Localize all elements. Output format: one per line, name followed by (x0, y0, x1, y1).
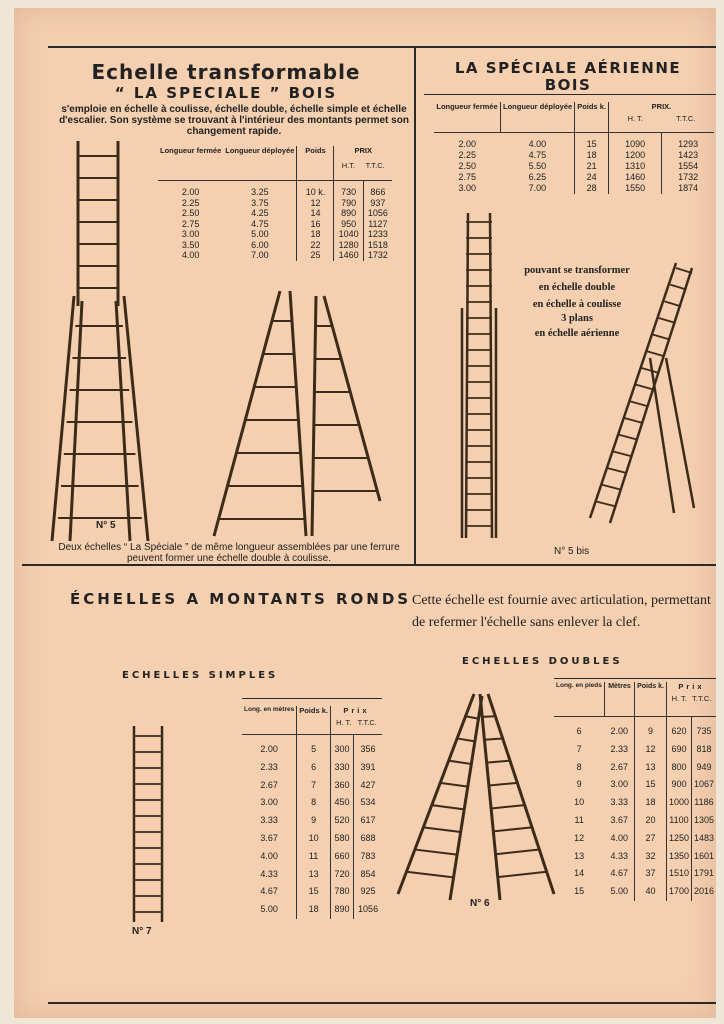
ladder-rung (636, 385, 654, 390)
ladder-rung (440, 783, 468, 787)
table-row (554, 776, 716, 794)
table-cell: 360 (330, 777, 353, 795)
table-row (242, 883, 382, 901)
ladder-rung (647, 351, 664, 356)
table-cell: 1554 (662, 161, 714, 172)
table-cell: 450 (330, 794, 353, 812)
figure-number-7: N° 7 (132, 926, 152, 937)
simple-ladder-illustration (124, 724, 174, 924)
ladder-rung (491, 805, 525, 808)
table-cell: 2.00 (260, 744, 278, 754)
table-cell: 854 (354, 866, 382, 884)
col-prix: PRIX H.T. T.T.C. (334, 146, 392, 181)
table-cell: 5 (297, 735, 331, 759)
table-cell: 4.75 (528, 150, 547, 160)
ladder-rung (493, 827, 532, 831)
ladder-rung (484, 738, 502, 739)
table-cell: 730 (334, 181, 363, 198)
table-cell: 37 (635, 865, 667, 883)
table-cell: 1127 (363, 219, 392, 230)
table-cell: 2.50 (181, 208, 200, 218)
table-row (554, 717, 716, 741)
table-cell: 580 (330, 830, 353, 848)
table-cell: 1310 (608, 161, 661, 172)
aerienne-price-table: Longueur fermée Longueur déployée Poids k. PRIX. H. T. T.T.C. 2.00 4.00 15 1090 1293 2.25 4.75 18 1200 1423 2.50 5.50 21 1310 1554 2.75 6.25 24 1460 1732 3.00 7.00 28 1550 1874 (434, 102, 714, 194)
table-cell: 925 (354, 883, 382, 901)
table-cell: 1601 (691, 848, 716, 866)
table-row (434, 172, 714, 183)
table-cell: 1040 (334, 229, 363, 240)
col-poids: Poids (297, 146, 334, 181)
table-cell: 12 (574, 832, 585, 843)
table-cell: 8 (576, 761, 582, 772)
double-ladder-illustration (390, 688, 560, 908)
table-cell: 3.00 (181, 229, 200, 239)
ladder-rung (624, 418, 642, 423)
table-cell: 1233 (363, 229, 392, 240)
table-cell: 534 (354, 794, 382, 812)
table-cell: 391 (354, 759, 382, 777)
table-cell: 4.00 (260, 850, 278, 861)
table-cell: 2.75 (458, 172, 477, 182)
table-cell: 3.00 (458, 183, 477, 193)
table-cell: 18 (635, 794, 667, 812)
doubles-table-rule (554, 678, 716, 679)
table-row (554, 883, 716, 901)
table-row (554, 741, 716, 759)
table-cell: 3.67 (260, 832, 278, 843)
table-cell: 2.00 (181, 187, 200, 197)
left-subtitle: “ LA SPECIALE ” BOIS (114, 84, 338, 102)
table-cell: 27 (635, 830, 667, 848)
table-cell: 735 (691, 717, 716, 741)
table-cell: 1874 (662, 183, 714, 194)
table-cell: 890 (334, 208, 363, 219)
table-cell: 1200 (608, 150, 661, 161)
montants-ronds-title: ÉCHELLES A MONTANTS RONDS (70, 590, 412, 608)
table-cell: 15 (297, 883, 331, 901)
ladder-rung (406, 872, 453, 878)
ladder-rung (653, 335, 670, 340)
table-cell: 32 (635, 848, 667, 866)
table-cell: 15 (575, 133, 609, 151)
table-cell: 660 (330, 848, 353, 866)
table-row (242, 794, 382, 812)
ladder-rung (619, 435, 638, 440)
table-cell: 520 (330, 812, 353, 830)
table-cell: 13 (297, 866, 331, 884)
table-cell: 2.33 (610, 743, 628, 754)
transformable-ladder-illustration (44, 136, 384, 546)
table-cell: 2.25 (181, 197, 200, 208)
table-cell: 1305 (691, 812, 716, 830)
table-cell: 25 (297, 250, 334, 261)
ladder-rung (601, 485, 620, 490)
table-cell: 1460 (334, 250, 363, 261)
table-cell: 866 (363, 181, 392, 198)
doubles-price-table: Long. en pieds Mètres Poids k. Prix H. T. T.T.C. 6 2.00 9 620 735 7 2.33 12 690 818 8 2.67 13 800 949 9 3.00 15 900 1067 10 3.33 18 1000 1186 11 3.67 20 1100 1305 12 4.00 27 1250 1483 13 4.33 32 1350 1601 14 4.67 37 1510 1791 15 5.00 40 1700 2016 (554, 682, 716, 901)
table-cell: 10 k. (297, 181, 334, 198)
bottom-rule (48, 1002, 716, 1004)
table-cell: 1250 (666, 830, 691, 848)
figure-number-5: N° 5 (96, 520, 116, 531)
table-row (554, 812, 716, 830)
simples-title: ECHELLES SIMPLES (122, 670, 279, 681)
table-cell: 4.75 (251, 218, 269, 229)
table-cell: 11 (297, 848, 331, 866)
table-cell: 4.67 (260, 886, 278, 897)
table-cell: 2.50 (458, 161, 477, 171)
table-cell: 4.00 (181, 250, 200, 260)
table-cell: 3.25 (251, 187, 269, 197)
table-cell: 300 (330, 735, 353, 759)
table-row (242, 777, 382, 795)
table-cell: 937 (363, 198, 392, 209)
aerienne-ladder-illustration (434, 208, 704, 543)
left-caption: Deux échelles “ La Spéciale ” de même longueur assemblées par une ferrure peuvent former une échelle double à coulisse. (58, 542, 400, 564)
table-cell: 7 (297, 777, 331, 795)
table-cell: 620 (666, 717, 691, 741)
table-cell: 1510 (666, 865, 691, 883)
table-cell: 427 (354, 777, 382, 795)
ladder-rung (482, 716, 495, 717)
table-cell: 1067 (691, 776, 716, 794)
ladder-rung (466, 716, 479, 718)
col-longueur-fermee: Longueur fermée (158, 146, 223, 181)
articulation-note: Cette échelle est fournie avec articulation, permettant de refermer l'échelle sans enlever la clef. (412, 593, 711, 630)
ladder-rung (487, 761, 510, 763)
table-cell: 6.00 (251, 239, 269, 250)
table-cell: 4.33 (610, 850, 628, 861)
table-cell: 4.25 (251, 208, 269, 218)
ladder-rung (449, 761, 472, 764)
table-cell: 4.33 (260, 868, 278, 879)
table-cell: 5.00 (260, 904, 278, 915)
table-cell: 40 (635, 883, 667, 901)
aerienne-description: pouvant se transformer en échelle double en échelle à coulisse 3 plans en échelle aérienne (524, 265, 630, 339)
table-cell: 15 (635, 776, 667, 794)
simples-price-table: Long. en mètres Poids k. Prix H. T. T.T.C. 2.00 5 300 356 2.33 6 330 391 2.67 7 360 427 3.00 8 450 534 3.33 9 520 617 3.67 10 580 688 4.00 11 660 783 4.33 13 720 854 4.67 15 780 925 5.00 18 890 1056 (242, 706, 382, 919)
ladder-rung (498, 872, 547, 877)
table-cell: 11 (574, 814, 584, 825)
table-row (434, 161, 714, 172)
table-row (242, 866, 382, 884)
ladder-rung (415, 850, 457, 855)
table-cell: 1550 (608, 183, 661, 194)
table-cell: 8 (297, 794, 331, 812)
table-cell: 10 (297, 830, 331, 848)
aerienne-title-underline (424, 94, 716, 95)
table-cell: 720 (330, 866, 353, 884)
table-cell: 10 (574, 797, 585, 808)
table-cell: 1350 (666, 848, 691, 866)
table-row (434, 133, 714, 151)
table-cell: 7 (576, 743, 582, 754)
middle-rule (22, 564, 716, 566)
table-cell: 3.33 (260, 815, 278, 826)
table-cell: 18 (575, 150, 609, 161)
table-cell: 9 (297, 812, 331, 830)
col-longueur-deployee: Longueur déployée (223, 146, 297, 181)
ladder-rung (432, 805, 464, 809)
table-cell: 21 (575, 161, 609, 172)
simples-table-rule (242, 698, 382, 699)
table-cell: 18 (297, 229, 334, 240)
ladder-rung (489, 783, 517, 786)
left-title: Echelle transformable (91, 60, 361, 84)
table-cell: 4.00 (610, 832, 628, 843)
table-row (554, 865, 716, 883)
table-row (242, 759, 382, 777)
table-cell: 1186 (691, 794, 716, 812)
ladder-rung (423, 827, 460, 832)
table-cell: 1518 (363, 240, 392, 251)
table-cell: 3.33 (610, 797, 628, 808)
table-cell: 1280 (334, 240, 363, 251)
table-cell: 3.50 (181, 239, 200, 250)
table-cell: 12 (297, 198, 334, 209)
ladder-rung (496, 850, 540, 855)
table-row (434, 150, 714, 161)
table-cell: 2016 (691, 883, 716, 901)
table-cell: 2.25 (458, 150, 477, 160)
table-cell: 6 (297, 759, 331, 777)
table-cell: 1423 (662, 150, 714, 161)
table-cell: 4.00 (528, 139, 547, 149)
table-cell: 14 (574, 868, 585, 879)
table-cell: 14 (297, 208, 334, 219)
ladder-rung (457, 738, 475, 741)
figure-number-6: N° 6 (470, 898, 490, 909)
ladder-rung (630, 401, 648, 406)
table-cell: 1791 (691, 865, 716, 883)
table-cell: 1056 (354, 901, 382, 919)
table-cell: 890 (330, 901, 353, 919)
table-cell: 2.00 (458, 139, 477, 149)
table-cell: 783 (354, 848, 382, 866)
aerienne-title: LA SPÉCIALE AÉRIENNE BOIS (454, 59, 682, 94)
table-cell: 1056 (363, 208, 392, 219)
table-row (242, 848, 382, 866)
table-cell: 3.00 (260, 797, 278, 808)
table-cell: 6.25 (528, 172, 547, 182)
table-cell: 28 (575, 183, 609, 194)
table-cell: 5.00 (610, 886, 628, 897)
table-row (554, 759, 716, 777)
table-cell: 3.67 (610, 814, 628, 825)
table-row (242, 735, 382, 759)
figure-number-5bis: N° 5 bis (554, 546, 590, 557)
ladder-rung (670, 285, 686, 290)
table-cell: 2.75 (181, 218, 200, 229)
catalog-page (14, 8, 716, 1018)
table-row (242, 812, 382, 830)
table-row (242, 830, 382, 848)
ladder-rung (676, 268, 692, 273)
table-cell: 800 (666, 759, 691, 777)
top-rule (48, 46, 716, 48)
table-cell: 5.50 (528, 161, 547, 171)
table-cell: 3.75 (251, 197, 269, 208)
table-row (242, 901, 382, 919)
table-cell: 9 (576, 779, 582, 790)
ladder-rung (596, 501, 616, 506)
doubles-title: ECHELLES DOUBLES (462, 656, 623, 667)
table-cell: 13 (635, 759, 667, 777)
ladder-rung (607, 468, 626, 473)
table-cell: 15 (574, 886, 585, 897)
table-cell: 617 (354, 812, 382, 830)
table-cell: 690 (666, 741, 691, 759)
table-cell: 900 (666, 776, 691, 794)
ladder-rung (613, 451, 632, 456)
table-cell: 1483 (691, 830, 716, 848)
table-row (434, 183, 714, 194)
table-cell: 24 (575, 172, 609, 183)
table-cell: 18 (297, 901, 331, 919)
left-description: s'emploie en échelle à coulisse, échelle double, échelle simple et échelle d'escalier. Son système se trouvant à l'intérieur des montants permet son changement rapide. (59, 104, 409, 137)
table-row (554, 848, 716, 866)
table-cell: 1460 (608, 172, 661, 183)
table-cell: 2.00 (610, 726, 628, 736)
table-cell: 9 (635, 717, 667, 741)
table-cell: 330 (330, 759, 353, 777)
table-cell: 1000 (666, 794, 691, 812)
table-row (554, 830, 716, 848)
table-cell: 949 (691, 759, 716, 777)
table-cell: 5.00 (251, 229, 269, 239)
table-cell: 20 (635, 812, 667, 830)
ladder-rung (665, 301, 682, 306)
ladder-rung (659, 318, 676, 323)
table-cell: 688 (354, 830, 382, 848)
table-cell: 12 (635, 741, 667, 759)
table-cell: 1732 (363, 250, 392, 261)
table-cell: 356 (354, 735, 382, 759)
table-row (554, 794, 716, 812)
table-cell: 7.00 (251, 250, 269, 260)
table-cell: 4.67 (610, 868, 628, 879)
table-cell: 2.67 (610, 761, 628, 772)
table-cell: 13 (574, 850, 585, 861)
table-cell: 1090 (608, 133, 661, 151)
table-cell: 6 (576, 726, 582, 736)
table-cell: 1293 (662, 133, 714, 151)
table-cell: 1100 (666, 812, 691, 830)
table-cell: 2.33 (260, 761, 278, 772)
table-cell: 780 (330, 883, 353, 901)
table-cell: 7.00 (528, 183, 547, 193)
table-cell: 3.00 (610, 779, 628, 790)
table-cell: 950 (334, 219, 363, 230)
table-cell: 1700 (666, 883, 691, 901)
table-cell: 2.67 (260, 779, 278, 790)
table-cell: 790 (334, 198, 363, 209)
table-cell: 16 (297, 219, 334, 230)
table-cell: 22 (297, 240, 334, 251)
table-cell: 1732 (662, 172, 714, 183)
table-cell: 818 (691, 741, 716, 759)
